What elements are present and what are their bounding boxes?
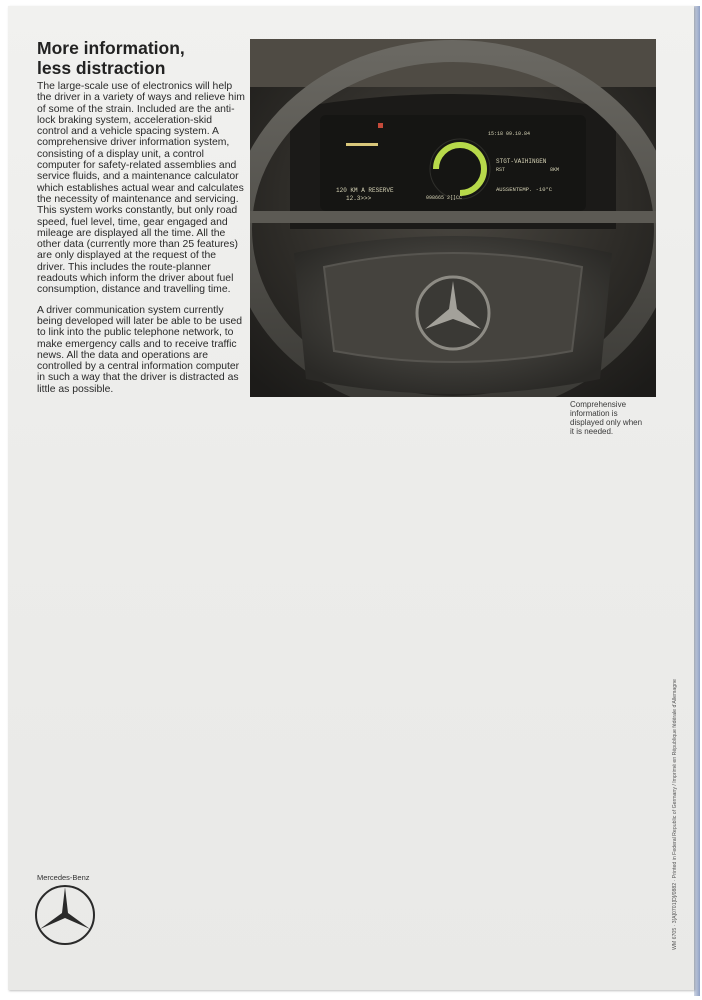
mercedes-star-icon (417, 277, 489, 349)
display-distance-unit: 8KM (550, 167, 560, 173)
paragraph-1: The large-scale use of electronics will help the driver in a variety of ways and relieve him of some of the strain. Included are the anti-lock braking system, acceleration-skid control and a vehicle spacing system. A comprehensive driver information system, consisting of a display unit, a control computer for safety-related assemblies and service fluids, and a maintenance calculator which establishes actual wear and calculates the necessity of maintenance and servicing. This system works constantly, but only road speed, fuel level, time, gear engaged and mileage are displayed all the time. All the other data (currently more than 25 features) are only displayed at the request of the driver. This includes the route-planner readouts which inform the driver about fuel consumption, distance and travelling time. (37, 81, 245, 296)
title-line-2: less distraction (37, 58, 166, 78)
title-line-1: More information, (37, 38, 185, 58)
article-body (37, 81, 245, 404)
page-title (37, 38, 247, 78)
paragraph-2: A driver communication system currently being developed will later be able to be used to link into the public telephone network, to make emergency calls and to receive traffic news. All the data and operations are controlled by a central information computer in such a way that the driver is distracted as little as possible. (37, 304, 243, 395)
mercedes-star-logo-icon (34, 884, 96, 946)
display-time: 15:18 09.10.84 (488, 131, 531, 137)
dashboard-illustration (250, 39, 656, 397)
brand-name: Mercedes-Benz (37, 873, 90, 882)
photo-caption (570, 400, 666, 436)
caption-line-4: it is needed. (570, 427, 614, 436)
display-range: 120 KM A RESERVE (336, 187, 394, 194)
caption-line-1: Comprehensive (570, 400, 627, 409)
caption-line-2: information is (570, 409, 618, 418)
display-outside-temp: AUSSENTEMP. -10°C (496, 186, 553, 193)
display-distance-label: RST (496, 167, 506, 173)
caption-line-3: displayed only when (570, 418, 643, 427)
print-note: WM 6705 · 3[A]0701[D]/0882 · Printed in Federal Republic of Germany / Imprimé en République fédérale d'Allemagne (672, 679, 678, 950)
display-destination: STGT-VAIHINGEN (496, 158, 547, 165)
warning-lamp-icon (378, 123, 383, 128)
display-fuel: 12.3>>> (346, 195, 372, 202)
display-odometer: 098665 2[]CC (426, 195, 463, 201)
page-edge (694, 6, 700, 996)
dashboard-photo (250, 39, 656, 397)
